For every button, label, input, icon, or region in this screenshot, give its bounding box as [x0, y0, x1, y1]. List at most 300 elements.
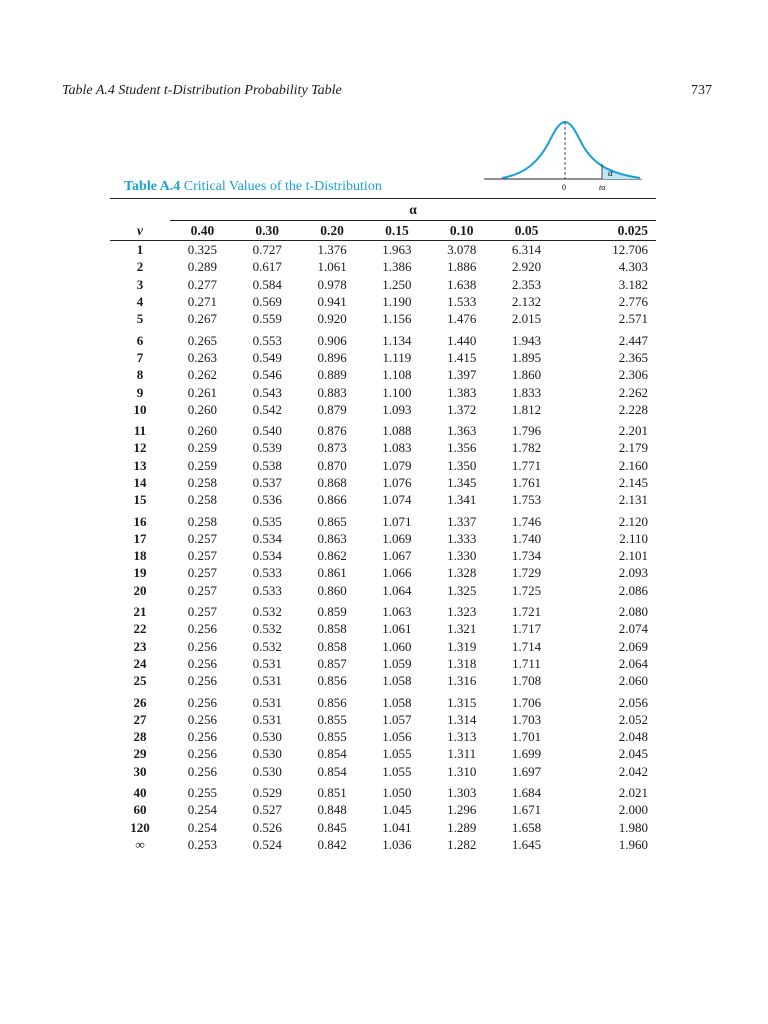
critical-value-cell: 2.571: [618, 311, 648, 327]
degrees-of-freedom-cell: 29: [133, 746, 147, 762]
critical-value-cell: 0.546: [252, 367, 282, 383]
critical-value-cell: 0.569: [252, 294, 282, 310]
critical-value-cell: 0.876: [317, 423, 347, 439]
critical-value-cell: 0.854: [317, 763, 347, 779]
critical-value-cell: 0.532: [252, 604, 282, 620]
column-header: 0.025: [559, 221, 656, 241]
critical-value-cell: 1.740: [511, 530, 542, 546]
caption-label: Table A.4: [124, 179, 181, 194]
table-row: [110, 836, 656, 853]
critical-value-cell: 0.883: [317, 384, 347, 400]
critical-value-cell: 1.699: [511, 746, 542, 762]
critical-value-cell: 0.256: [187, 746, 218, 762]
critical-value-cell: 0.553: [252, 332, 282, 348]
critical-value-cell: 0.848: [317, 802, 347, 818]
critical-value-cell: 2.776: [618, 294, 648, 310]
critical-value-cell: 0.536: [252, 492, 282, 508]
critical-value-cell: 0.289: [187, 259, 218, 275]
critical-value-cell: 1.156: [382, 311, 412, 327]
critical-value-cell: 1.064: [382, 582, 412, 598]
column-header-row: [110, 221, 656, 241]
critical-value-cell: 1.067: [382, 548, 412, 564]
critical-value-cell: 2.048: [618, 729, 648, 745]
critical-value-cell: 1.083: [382, 440, 412, 456]
critical-value-cell: 1.055: [382, 763, 412, 779]
critical-value-cell: 1.069: [382, 530, 412, 546]
column-header: 0.40: [170, 221, 235, 241]
critical-value-cell: 0.532: [252, 638, 282, 654]
critical-value-cell: 1.356: [447, 440, 477, 456]
critical-value-cell: 0.868: [317, 475, 347, 490]
critical-value-cell: 1.796: [511, 423, 542, 439]
degrees-of-freedom-cell: 5: [136, 311, 144, 327]
critical-value-cell: 2.101: [618, 548, 648, 564]
critical-value-cell: 1.318: [447, 655, 477, 671]
critical-value-cell: 2.080: [618, 604, 648, 620]
table-row: [110, 508, 656, 529]
critical-value-cell: 1.963: [382, 242, 412, 258]
critical-value-cell: 0.256: [187, 711, 218, 727]
degrees-of-freedom-cell: 14: [133, 475, 147, 490]
critical-value-cell: 2.447: [618, 332, 648, 348]
t-alpha-label: tα: [599, 183, 606, 192]
critical-value-cell: 0.879: [317, 401, 347, 417]
critical-value-cell: 0.257: [187, 604, 218, 620]
critical-value-cell: 2.365: [618, 349, 648, 365]
table-row: [110, 801, 656, 818]
critical-value-cell: 1.717: [511, 621, 542, 637]
alpha-label: α: [608, 168, 613, 178]
critical-value-cell: 0.530: [252, 746, 282, 762]
critical-value-cell: 0.851: [317, 785, 347, 801]
critical-value-cell: 1.328: [447, 565, 477, 581]
table-row: [110, 564, 656, 581]
critical-value-cell: 0.262: [187, 367, 218, 383]
critical-value-cell: 0.263: [187, 349, 218, 365]
degrees-of-freedom-cell: 19: [133, 565, 147, 581]
critical-value-cell: 0.845: [317, 819, 347, 835]
critical-value-cell: 2.069: [618, 638, 648, 654]
critical-value-cell: 0.865: [317, 513, 347, 529]
critical-value-cell: 1.337: [447, 513, 477, 529]
critical-value-cell: 0.727: [252, 242, 282, 258]
critical-value-cell: 0.527: [252, 802, 282, 818]
critical-value-cell: 0.860: [317, 582, 347, 598]
critical-value-cell: 1.833: [511, 384, 542, 400]
nu-header: v: [110, 221, 170, 241]
header-title: Table A.4 Student t-Distribution Probability Table: [62, 83, 342, 98]
critical-value-cell: 0.855: [317, 729, 347, 745]
table-row: [110, 745, 656, 762]
critical-value-cell: 0.325: [187, 242, 218, 258]
t-distribution-curve-figure: [480, 110, 650, 192]
critical-value-cell: 2.179: [618, 440, 648, 456]
critical-value-cell: 1.711: [512, 655, 541, 671]
critical-value-cell: 1.753: [511, 492, 542, 508]
degrees-of-freedom-cell: 9: [136, 384, 144, 400]
critical-value-cell: 2.045: [618, 746, 648, 762]
critical-value-cell: 0.857: [317, 655, 347, 671]
critical-value-cell: 0.866: [317, 492, 347, 508]
degrees-of-freedom-cell: 1: [136, 242, 144, 258]
critical-value-cell: 1.313: [447, 729, 477, 745]
critical-value-cell: 1.045: [382, 802, 412, 818]
critical-value-cell: 0.256: [187, 621, 218, 637]
critical-value-cell: 0.254: [187, 802, 218, 818]
degrees-of-freedom-cell: 21: [133, 604, 147, 620]
critical-value-cell: 1.058: [382, 673, 412, 689]
degrees-of-freedom-cell: 11: [133, 423, 147, 439]
critical-value-cell: 1.036: [382, 836, 412, 852]
degrees-of-freedom-cell: 13: [133, 457, 147, 473]
critical-value-cell: 1.330: [447, 548, 477, 564]
critical-value-cell: 0.260: [187, 423, 218, 439]
critical-value-cell: 1.812: [511, 401, 542, 417]
table-row: [110, 418, 656, 439]
critical-value-cell: 1.134: [382, 332, 412, 348]
density-curve: [502, 122, 640, 178]
degrees-of-freedom-cell: 25: [133, 673, 147, 689]
critical-value-cell: 1.363: [447, 423, 477, 439]
critical-value-cell: 0.861: [317, 565, 347, 581]
critical-value-cell: 3.182: [618, 276, 648, 292]
critical-value-cell: 0.854: [317, 746, 347, 762]
critical-value-cell: 0.256: [187, 673, 218, 689]
column-header: 0.30: [235, 221, 300, 241]
degrees-of-freedom-cell: 30: [133, 763, 147, 779]
critical-value-cell: 2.042: [618, 763, 648, 779]
critical-value-cell: 0.542: [252, 401, 282, 417]
zero-label: 0: [562, 183, 566, 192]
critical-value-cell: 1.476: [447, 311, 477, 327]
table-row: [110, 582, 656, 599]
degrees-of-freedom-cell: 60: [133, 802, 147, 818]
critical-value-cell: 0.617: [252, 259, 282, 275]
critical-value-cell: 0.920: [317, 311, 347, 327]
degrees-of-freedom-cell: 26: [133, 694, 147, 710]
critical-value-cell: 1.325: [447, 582, 477, 598]
table-row: [110, 711, 656, 728]
critical-value-cell: 0.862: [317, 548, 347, 564]
critical-value-cell: 1.980: [618, 819, 648, 835]
critical-value-cell: 1.397: [447, 367, 477, 383]
critical-value-cell: 2.228: [618, 401, 648, 417]
critical-value-cell: 0.870: [317, 457, 347, 473]
table-row: [110, 474, 656, 491]
degrees-of-freedom-cell: 6: [136, 332, 144, 348]
critical-value-cell: 1.341: [447, 492, 477, 508]
critical-value-cell: 2.000: [618, 802, 648, 818]
table-row: [110, 763, 656, 780]
critical-value-cell: 0.257: [187, 565, 218, 581]
critical-value-cell: 0.858: [317, 621, 347, 637]
critical-value-cell: 1.376: [317, 242, 347, 258]
critical-value-cell: 2.093: [618, 565, 648, 581]
critical-value-cell: 1.706: [511, 694, 542, 710]
critical-value-cell: 1.059: [382, 655, 412, 671]
critical-value-cell: 0.559: [252, 311, 282, 327]
critical-value-cell: 0.259: [187, 457, 218, 473]
critical-value-cell: 0.253: [187, 836, 218, 852]
critical-value-cell: 0.889: [317, 367, 347, 383]
critical-value-cell: 0.584: [252, 276, 282, 292]
critical-value-cell: 1.350: [447, 457, 477, 473]
table-row: [110, 599, 656, 620]
degrees-of-freedom-cell: 18: [133, 548, 147, 564]
critical-value-cell: 0.530: [252, 763, 282, 779]
critical-value-cell: 0.267: [187, 311, 218, 327]
critical-value-cell: 0.532: [252, 621, 282, 637]
critical-value-cell: 0.856: [317, 673, 347, 689]
critical-value-cell: 0.531: [252, 711, 282, 727]
critical-value-cell: 0.260: [187, 401, 218, 417]
critical-value-cell: 1.638: [447, 276, 477, 292]
table-body: [110, 241, 656, 854]
critical-value-cell: 1.383: [447, 384, 477, 400]
critical-value-cell: 1.386: [382, 259, 412, 275]
critical-value-cell: 0.863: [317, 530, 347, 546]
critical-value-cell: 2.064: [618, 655, 648, 671]
critical-value-cell: 2.131: [618, 492, 648, 508]
critical-value-cell: 1.310: [447, 763, 477, 779]
page-number: 737: [691, 83, 712, 98]
critical-value-cell: 0.906: [317, 332, 347, 348]
critical-value-cell: 3.078: [447, 242, 477, 258]
critical-value-cell: 0.254: [187, 819, 218, 835]
table-row: [110, 780, 656, 801]
critical-value-cell: 0.277: [187, 276, 218, 292]
critical-value-cell: 1.056: [382, 729, 412, 745]
critical-value-cell: 0.256: [187, 694, 218, 710]
table-row: [110, 293, 656, 310]
critical-value-cell: 2.920: [511, 259, 542, 275]
critical-value-cell: 0.257: [187, 582, 218, 598]
degrees-of-freedom-cell: 7: [136, 349, 144, 365]
critical-value-cell: 1.061: [382, 621, 412, 637]
critical-value-cell: 1.323: [447, 604, 477, 620]
critical-value-cell: 1.697: [511, 763, 542, 779]
table-row: [110, 728, 656, 745]
critical-value-cell: 1.721: [511, 604, 542, 620]
critical-value-cell: 1.701: [511, 729, 542, 745]
degrees-of-freedom-cell: ∞: [135, 836, 145, 852]
critical-value-cell: 2.056: [618, 694, 648, 710]
critical-value-cell: 1.100: [382, 384, 412, 400]
table-caption: [124, 179, 382, 195]
critical-value-cell: 1.321: [447, 621, 477, 637]
degrees-of-freedom-cell: 27: [133, 711, 147, 727]
critical-value-cell: 0.538: [252, 457, 282, 473]
critical-value-cell: 1.684: [511, 785, 542, 801]
critical-value-cell: 0.259: [187, 440, 218, 456]
critical-value-cell: 1.725: [511, 582, 542, 598]
critical-value-cell: 1.703: [511, 711, 542, 727]
critical-value-cell: 0.265: [187, 332, 218, 348]
critical-value-cell: 1.314: [447, 711, 477, 727]
critical-value-cell: 0.543: [252, 384, 282, 400]
table-row: [110, 310, 656, 327]
table-row: [110, 620, 656, 637]
critical-value-cell: 0.873: [317, 440, 347, 456]
degrees-of-freedom-cell: 16: [133, 513, 147, 529]
critical-value-cell: 0.549: [252, 349, 282, 365]
critical-value-cell: 2.306: [618, 367, 648, 383]
critical-value-cell: 2.120: [618, 513, 648, 529]
table-row: [110, 457, 656, 474]
column-header: 0.20: [300, 221, 365, 241]
degrees-of-freedom-cell: 3: [136, 276, 144, 292]
critical-value-cell: 0.531: [252, 655, 282, 671]
critical-value-cell: 2.086: [618, 582, 648, 598]
critical-value-cell: 1.658: [511, 819, 542, 835]
critical-value-cell: 0.540: [252, 423, 282, 439]
critical-value-cell: 0.256: [187, 729, 218, 745]
column-header: 0.15: [364, 221, 429, 241]
critical-value-cell: 2.201: [618, 423, 648, 439]
degrees-of-freedom-cell: 4: [136, 294, 144, 310]
critical-value-cell: 1.860: [511, 367, 542, 383]
critical-value-cell: 1.372: [447, 401, 477, 417]
degrees-of-freedom-cell: 8: [136, 367, 144, 383]
table-row: [110, 530, 656, 547]
critical-value-cell: 1.316: [447, 673, 477, 689]
critical-value-cell: 0.535: [252, 513, 282, 529]
critical-value-cell: 0.258: [187, 492, 218, 508]
critical-value-cell: 1.061: [317, 259, 347, 275]
column-header: 0.10: [429, 221, 494, 241]
column-header: 0.05: [494, 221, 559, 241]
critical-value-cell: 1.345: [447, 475, 477, 490]
degrees-of-freedom-cell: 2: [136, 259, 144, 275]
critical-value-cell: 0.842: [317, 836, 347, 852]
critical-value-cell: 1.041: [382, 819, 412, 835]
critical-value-cell: 1.074: [382, 492, 412, 508]
critical-value-cell: 2.110: [619, 530, 648, 546]
critical-value-cell: 0.531: [252, 673, 282, 689]
critical-value-cell: 0.258: [187, 475, 218, 490]
critical-value-cell: 1.296: [447, 802, 477, 818]
table-row: [110, 655, 656, 672]
critical-value-cell: 1.533: [447, 294, 477, 310]
critical-value-cell: 0.941: [317, 294, 347, 310]
critical-value-cell: 1.108: [382, 367, 412, 383]
critical-value-cell: 1.319: [447, 638, 477, 654]
table-row: [110, 327, 656, 348]
critical-value-cell: 1.050: [382, 785, 412, 801]
degrees-of-freedom-cell: 120: [130, 819, 150, 835]
degrees-of-freedom-cell: 28: [133, 729, 147, 745]
table-row: [110, 439, 656, 456]
critical-value-cell: 4.303: [618, 259, 648, 275]
table-row: [110, 689, 656, 710]
critical-value-cell: 1.250: [382, 276, 412, 292]
critical-value-cell: 2.015: [511, 311, 542, 327]
critical-value-cell: 0.855: [317, 711, 347, 727]
critical-value-cell: 1.708: [511, 673, 542, 689]
degrees-of-freedom-cell: 17: [133, 530, 147, 546]
table-row: [110, 383, 656, 400]
critical-value-cell: 1.645: [511, 836, 542, 852]
critical-value-cell: 0.533: [252, 565, 282, 581]
critical-value-cell: 1.289: [447, 819, 477, 835]
critical-value-cell: 1.066: [382, 565, 412, 581]
critical-value-cell: 0.537: [252, 475, 282, 490]
critical-value-cell: 6.314: [511, 242, 542, 258]
critical-value-cell: 0.256: [187, 638, 218, 654]
critical-value-cell: 1.415: [447, 349, 477, 365]
critical-value-cell: 0.529: [252, 785, 282, 801]
critical-value-cell: 1.746: [511, 513, 542, 529]
critical-value-cell: 0.526: [252, 819, 282, 835]
critical-value-cell: 1.060: [382, 638, 412, 654]
critical-value-cell: 0.858: [317, 638, 347, 654]
table-row: [110, 401, 656, 418]
table-row: [110, 638, 656, 655]
critical-value-cell: 0.978: [317, 276, 347, 292]
critical-value-cell: 0.271: [187, 294, 218, 310]
critical-value-cell: 2.052: [618, 711, 648, 727]
critical-value-cell: 1.960: [618, 836, 648, 852]
critical-value-cell: 2.021: [618, 785, 648, 801]
critical-value-cell: 2.145: [618, 475, 648, 490]
critical-value-cell: 0.530: [252, 729, 282, 745]
critical-value-cell: 0.856: [317, 694, 347, 710]
critical-value-cell: 1.055: [382, 746, 412, 762]
table-row: [110, 258, 656, 275]
critical-value-cell: 0.255: [187, 785, 218, 801]
critical-value-cell: 1.058: [382, 694, 412, 710]
critical-value-cell: 1.119: [382, 349, 412, 365]
degrees-of-freedom-cell: 15: [133, 492, 147, 508]
critical-value-cell: 1.440: [447, 332, 477, 348]
degrees-of-freedom-cell: 10: [133, 401, 147, 417]
critical-value-cell: 0.261: [187, 384, 218, 400]
critical-value-cell: 1.076: [382, 475, 412, 490]
critical-value-cell: 0.257: [187, 530, 218, 546]
critical-value-cell: 1.734: [511, 548, 542, 564]
running-header: [62, 83, 712, 103]
critical-value-cell: 1.671: [511, 802, 542, 818]
critical-value-cell: 0.258: [187, 513, 218, 529]
critical-value-cell: 2.074: [618, 621, 648, 637]
critical-value-cell: 1.282: [447, 836, 477, 852]
critical-value-cell: 2.353: [511, 276, 542, 292]
critical-value-cell: 1.943: [511, 332, 542, 348]
critical-value-cell: 0.524: [252, 836, 282, 852]
alpha-header-row: [110, 199, 656, 221]
critical-value-cell: 1.093: [382, 401, 412, 417]
critical-value-cell: 0.533: [252, 582, 282, 598]
critical-value-cell: 1.782: [511, 440, 542, 456]
critical-value-cell: 0.256: [187, 655, 218, 671]
critical-value-cell: 1.079: [382, 457, 412, 473]
critical-value-cell: 0.896: [317, 349, 347, 365]
critical-values-table: [110, 198, 656, 853]
critical-value-cell: 0.539: [252, 440, 282, 456]
table-row: [110, 491, 656, 508]
critical-value-cell: 12.706: [612, 242, 648, 258]
degrees-of-freedom-cell: 12: [133, 440, 147, 456]
table-row: [110, 276, 656, 293]
degrees-of-freedom-cell: 20: [133, 582, 147, 598]
critical-value-cell: 1.729: [511, 565, 542, 581]
critical-value-cell: 0.531: [252, 694, 282, 710]
critical-value-cell: 0.257: [187, 548, 218, 564]
critical-value-cell: 1.714: [511, 638, 542, 654]
critical-value-cell: 1.315: [447, 694, 477, 710]
critical-value-cell: 0.534: [252, 530, 282, 546]
critical-value-cell: 1.190: [382, 294, 412, 310]
